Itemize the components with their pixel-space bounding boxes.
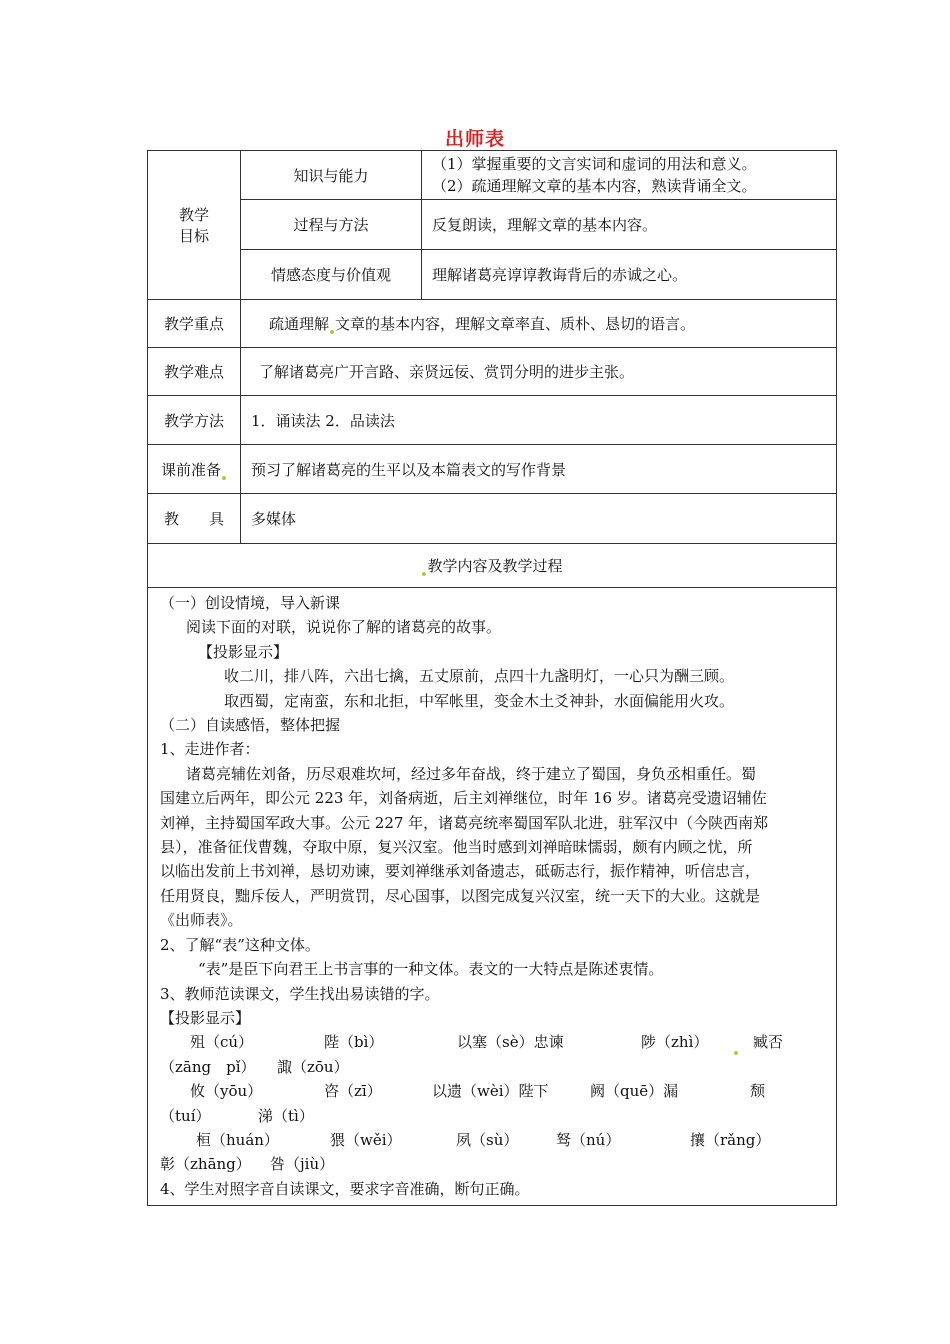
- couplet-line-2: 取西蜀，定南蛮，东和北拒，中军帐里，变金木土爻神卦，水面偏能用火攻。: [224, 691, 735, 710]
- item-3-heading: 3、教师范读课文，学生找出易读错的字。: [160, 984, 440, 1003]
- author-line-1: 诸葛亮辅佐刘备，历尽艰难坎坷，经过多年奋战，终于建立了蜀国，身负丞相重任。蜀: [186, 764, 757, 783]
- author-line-3: 刘禅，主持蜀国军政大事。公元 227 年，诸葛亮统率蜀国军队北进，驻军汉中（今陕西南郑: [160, 813, 769, 832]
- item-4-heading: 4、学生对照字音自读课文，要求字音准确，断句正确。: [160, 1179, 530, 1198]
- pinyin-row-3: [160, 1079, 836, 1103]
- goals-label-cell: [148, 151, 241, 300]
- pinyin-word: 以遗（wèi）陛下: [432, 1082, 549, 1101]
- pinyin-word: 諏（zōu）: [277, 1057, 349, 1076]
- pinyin-word: 陛（bì）: [324, 1033, 384, 1052]
- key-points-text: [241, 300, 837, 348]
- pinyin-word: 桓（huán）: [196, 1130, 279, 1149]
- pinyin-word: 咨（zī）: [324, 1082, 382, 1101]
- goals-label-line1: 教学: [178, 206, 209, 224]
- pinyin-word: 猥（wěi）: [330, 1130, 402, 1149]
- pinyin-row-1: [160, 1030, 836, 1054]
- tools-text: 多媒体: [241, 494, 837, 544]
- preparation-text: 预习了解诸葛亮的生平以及本篇表文的写作背景: [241, 445, 837, 494]
- tools-row: [148, 494, 837, 544]
- document-title: 出师表: [444, 128, 505, 150]
- pinyin-row-5: [160, 1128, 836, 1152]
- pinyin-word: 阙（quē）漏: [590, 1082, 679, 1101]
- tools-label: 教 具: [148, 494, 241, 544]
- section-header-cell: [148, 544, 837, 588]
- methods-label: 教学方法: [148, 396, 241, 445]
- goals-emotion-label: 情感态度与价值观: [241, 250, 422, 300]
- goals-process-label: 过程与方法: [241, 200, 422, 250]
- pinyin-row-4: [160, 1104, 836, 1128]
- methods-row: [148, 396, 837, 445]
- preparation-label-cell: [148, 445, 241, 494]
- item-2-heading: 2、了解“表”这种文体。: [160, 935, 320, 954]
- goals-emotion-text: 理解诸葛亮谆谆教诲背后的赤诚之心。: [422, 250, 837, 300]
- section-header-row: [148, 544, 837, 588]
- marker-dot: [734, 1051, 738, 1055]
- goals-row-knowledge: [148, 151, 837, 200]
- goals-row-process: [148, 200, 837, 250]
- marker-dot: [330, 330, 334, 334]
- preparation-row: [148, 445, 837, 494]
- goals-knowledge-label: 知识与能力: [241, 151, 422, 200]
- pinyin-word: 夙（sù）: [456, 1130, 519, 1149]
- goals-knowledge-text: [422, 151, 837, 200]
- process-row: [148, 588, 837, 1206]
- author-line-4: 县），准备征伐曹魏，夺取中原，复兴汉室。他当时感到刘禅暗昧懦弱，颇有内顾之忧，所: [160, 838, 753, 857]
- difficulties-text: 了解诸葛亮广开言路、亲贤远佞、赏罚分明的进步主张。: [241, 348, 837, 396]
- pinyin-word: （tuí）: [160, 1106, 211, 1125]
- pinyin-row-2: [160, 1055, 836, 1079]
- pinyin-word: 驽（nú）: [556, 1130, 621, 1149]
- pinyin-word: 咎（jiù）: [270, 1155, 335, 1174]
- item-1-heading: 1、走进作者：: [160, 740, 260, 759]
- pinyin-word: 殂（cú）: [190, 1033, 254, 1052]
- goals-label-line2: 目标: [178, 227, 209, 245]
- marker-dot: [422, 572, 426, 576]
- goals-row-emotion: [148, 250, 837, 300]
- author-line-7: 《出师表》。: [160, 911, 243, 930]
- step-1-text: 阅读下面的对联，说说你了解的诸葛亮的故事。: [186, 618, 502, 637]
- section-header: 教学内容及教学过程: [427, 557, 563, 575]
- pinyin-word: 臧否: [753, 1033, 784, 1052]
- pinyin-word: 陟（zhì）: [641, 1033, 709, 1052]
- item-2-text: “表”是臣下向君王上书言事的一种文体。表文的一大特点是陈述衷情。: [198, 960, 664, 979]
- difficulties-label: 教学难点: [148, 348, 241, 396]
- methods-text: 1．诵读法 2．品读法: [241, 396, 837, 445]
- pinyin-word: 涕（tì）: [258, 1106, 314, 1125]
- marker-dot: [222, 476, 226, 480]
- key-points-label: 教学重点: [148, 300, 241, 348]
- pinyin-row-6: [160, 1152, 836, 1176]
- key-points-text-part2: 文章的基本内容，理解文章率直、质朴、恳切的语言。: [335, 315, 696, 333]
- projection-label-2: 【投影显示】: [160, 1008, 251, 1027]
- pinyin-word: 攸（yōu）: [190, 1082, 263, 1101]
- pinyin-word: 颓: [750, 1082, 766, 1101]
- author-line-5: 以临出发前上书刘禅，恳切劝谏，要刘禅继承刘备遗志，砥砺志行，振作精神，听信忠言，: [160, 862, 761, 881]
- goals-knowledge-line1: （1）掌握重要的文言实词和虚词的用法和意义。: [432, 155, 757, 173]
- key-points-text-part1: 疏通理解: [269, 315, 330, 333]
- step-1-heading: （一）创设情境，导入新课: [160, 594, 341, 612]
- goals-knowledge-line2: （2）疏通理解文章的基本内容，熟读背诵全文。: [432, 177, 757, 195]
- pinyin-word: （zāng pǐ）: [160, 1057, 256, 1076]
- preparation-label: 课前准备: [160, 460, 221, 479]
- couplet-line-1: 收二川，排八阵，六出七擒，五丈原前，点四十九盏明灯，一心只为酬三顾。: [224, 667, 735, 686]
- author-line-2: 国建立后两年，即公元 223 年，刘备病逝，后主刘禅继位，时年 16 岁。诸葛亮受遗诏辅佐: [160, 789, 767, 808]
- author-line-6: 任用贤良，黜斥佞人，严明赏罚，尽心国事，以图完成复兴汉室，统一天下的大业。这就是: [160, 886, 761, 905]
- pinyin-word: 以塞（sè）忠谏: [457, 1033, 564, 1052]
- goals-process-text: 反复朗读，理解文章的基本内容。: [422, 200, 837, 250]
- lesson-plan-table: [147, 150, 837, 1206]
- pinyin-word: 彰（zhāng）: [160, 1155, 251, 1174]
- step-2-heading: （二）自读感悟，整体把握: [160, 716, 341, 735]
- key-points-row: [148, 300, 837, 348]
- difficulties-row: [148, 348, 837, 396]
- process-cell: [148, 588, 837, 1206]
- pinyin-word: 攘（rǎng）: [690, 1130, 771, 1149]
- projection-label-1: 【投影显示】: [198, 642, 289, 661]
